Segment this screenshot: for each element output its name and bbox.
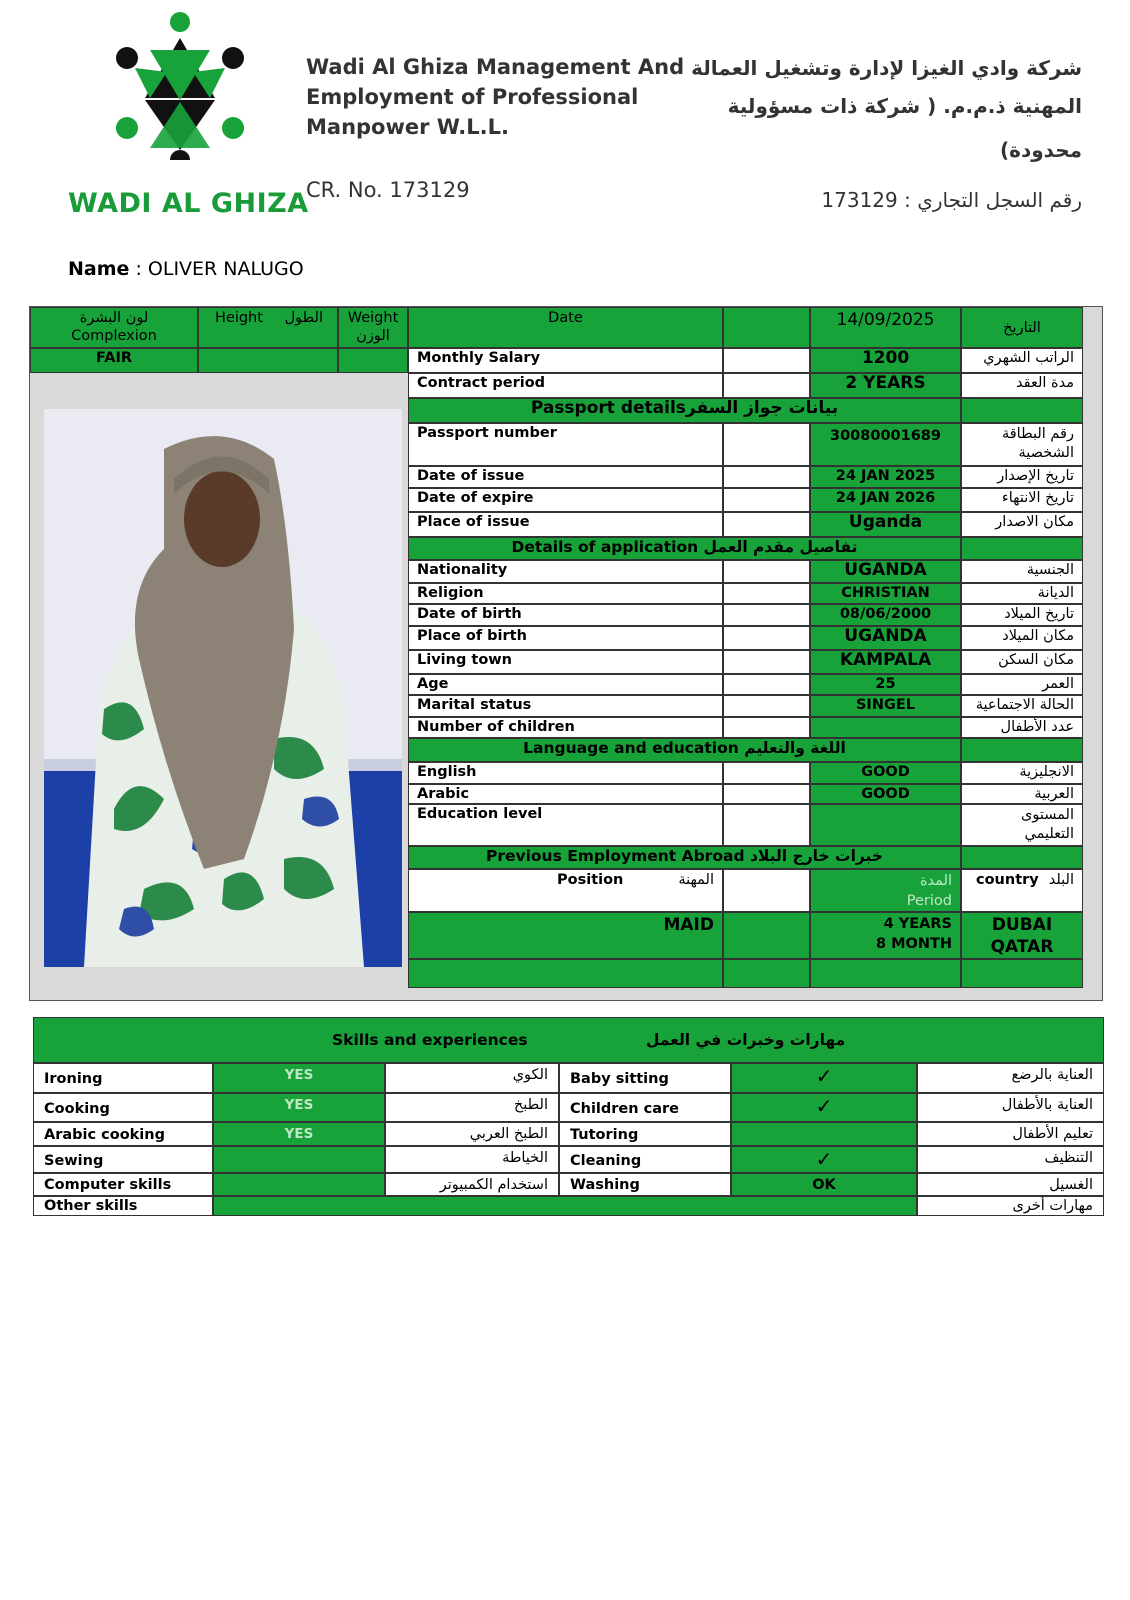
marital-status-label-ar: الحالة الاجتماعية xyxy=(961,695,1083,717)
skill-label: Washing xyxy=(559,1173,731,1196)
date-value: 14/09/2025 xyxy=(810,307,961,348)
skill-label: Sewing xyxy=(33,1146,213,1173)
issue-date-label: Date of issue xyxy=(408,466,723,488)
english-label-ar: الانجليزية xyxy=(961,762,1083,784)
skill-value: YES xyxy=(213,1122,385,1146)
skill-label-ar: استخدام الكمبيوتر xyxy=(385,1173,559,1196)
empty-row xyxy=(810,959,961,988)
check-icon: ✓ xyxy=(731,1063,917,1093)
language-section-title: Language and education اللغة والتعليم xyxy=(408,738,961,762)
skill-value xyxy=(731,1122,917,1146)
skill-value: YES xyxy=(213,1063,385,1093)
children-value xyxy=(810,717,961,738)
english-value: GOOD xyxy=(810,762,961,784)
height-value xyxy=(198,348,338,373)
issue-place-spacer xyxy=(723,512,810,537)
nationality-label: Nationality xyxy=(408,560,723,583)
skill-label: Ironing xyxy=(33,1063,213,1093)
height-header: Height الطول xyxy=(198,307,338,348)
row-spacer xyxy=(723,869,810,912)
passport-number-value: 30080001689 xyxy=(810,423,961,466)
salary-label-ar: الراتب الشهري xyxy=(961,348,1083,373)
passport-number-label-ar: رقم البطاقة الشخصية xyxy=(961,423,1083,466)
english-label: English xyxy=(408,762,723,784)
expire-date-spacer xyxy=(723,488,810,512)
applicant-photo xyxy=(44,409,402,967)
name-label: Name xyxy=(68,258,130,280)
skill-label: Arabic cooking xyxy=(33,1122,213,1146)
expire-date-label: Date of expire xyxy=(408,488,723,512)
company-name-ar-line-1: شركة وادي الغيزا لإدارة وتشغيل العمالة xyxy=(691,56,1082,80)
empty-row xyxy=(408,959,723,988)
issue-place-label-ar: مكان الاصدار xyxy=(961,512,1083,537)
date-label-ar: التاريخ xyxy=(961,307,1083,348)
arabic-label: Arabic xyxy=(408,784,723,804)
company-name-ar-line-3: محدودة) xyxy=(1000,138,1082,162)
skill-label: Children care xyxy=(559,1093,731,1122)
contract-label: Contract period xyxy=(408,373,723,398)
weight-value xyxy=(338,348,408,373)
date-spacer xyxy=(723,307,810,348)
skill-label-ar: الطبخ العربي xyxy=(385,1122,559,1146)
applicant-name-row xyxy=(68,258,304,280)
birth-date-label-ar: تاريخ الميلاد xyxy=(961,604,1083,626)
name-separator: : xyxy=(129,258,148,280)
education-label: Education level xyxy=(408,804,723,846)
check-icon: ✓ xyxy=(731,1146,917,1173)
expire-date-label-ar: تاريخ الانتهاء xyxy=(961,488,1083,512)
age-value: 25 xyxy=(810,674,961,695)
issue-date-label-ar: تاريخ الإصدار xyxy=(961,466,1083,488)
company-name-en-line-1: Wadi Al Ghiza Management And xyxy=(306,55,685,79)
skills-table xyxy=(33,1017,1104,1216)
period-value: 4 YEARS 8 MONTH xyxy=(810,912,961,959)
employment-section-title: Previous Employment Abroad خبرات خارج البلاد xyxy=(408,846,961,869)
children-label: Number of children xyxy=(408,717,723,738)
passport-section-spacer xyxy=(961,398,1083,423)
education-value xyxy=(810,804,961,846)
cr-number-ar: رقم السجل التجاري : 173129 xyxy=(821,188,1082,212)
passport-number-label: Passport number xyxy=(408,423,723,466)
skill-label: Computer skills xyxy=(33,1173,213,1196)
skill-value xyxy=(213,1173,385,1196)
cr-number: CR. No. 173129 xyxy=(306,178,470,202)
birth-place-label: Place of birth xyxy=(408,626,723,650)
company-name-ar-line-2: المهنية ذ.م.م. ( شركة ذات مسؤولية xyxy=(727,94,1082,118)
complexion-value: FAIR xyxy=(30,348,198,373)
company-logo-icon xyxy=(105,10,255,160)
contract-label-ar: مدة العقد xyxy=(961,373,1083,398)
expire-date-value: 24 JAN 2026 xyxy=(810,488,961,512)
skill-label: Tutoring xyxy=(559,1122,731,1146)
nationality-value: UGANDA xyxy=(810,560,961,583)
skill-value: OK xyxy=(731,1173,917,1196)
row-spacer xyxy=(723,695,810,717)
row-spacer xyxy=(723,784,810,804)
religion-value: CHRISTIAN xyxy=(810,583,961,604)
row-spacer xyxy=(723,762,810,784)
living-town-label-ar: مكان السكن xyxy=(961,650,1083,674)
skill-value: YES xyxy=(213,1093,385,1122)
application-section-spacer xyxy=(961,537,1083,560)
country-header: country البلد xyxy=(961,869,1083,912)
religion-label: Religion xyxy=(408,583,723,604)
row-spacer xyxy=(723,674,810,695)
salary-value: 1200 xyxy=(810,348,961,373)
marital-status-label: Marital status xyxy=(408,695,723,717)
education-label-ar: المستوى التعليمي xyxy=(961,804,1083,846)
salary-label: Monthly Salary xyxy=(408,348,723,373)
row-spacer xyxy=(723,650,810,674)
employment-section-spacer xyxy=(961,846,1083,869)
age-label: Age xyxy=(408,674,723,695)
marital-status-value: SINGEL xyxy=(810,695,961,717)
arabic-value: GOOD xyxy=(810,784,961,804)
age-label-ar: العمر xyxy=(961,674,1083,695)
skill-label-ar: التنظيف xyxy=(917,1146,1104,1173)
children-label-ar: عدد الأطفال xyxy=(961,717,1083,738)
skill-label-ar: الغسيل xyxy=(917,1173,1104,1196)
contract-value: 2 YEARS xyxy=(810,373,961,398)
birth-place-label-ar: مكان الميلاد xyxy=(961,626,1083,650)
company-name-en-line-3: Manpower W.L.L. xyxy=(306,115,509,139)
living-town-label: Living town xyxy=(408,650,723,674)
application-section-title: Details of application تفاصيل مقدم العمل xyxy=(408,537,961,560)
birth-date-value: 08/06/2000 xyxy=(810,604,961,626)
religion-label-ar: الديانة xyxy=(961,583,1083,604)
skill-label: Cooking xyxy=(33,1093,213,1122)
period-header: المدة Period xyxy=(810,869,961,912)
language-section-spacer xyxy=(961,738,1083,762)
issue-place-label: Place of issue xyxy=(408,512,723,537)
check-icon: ✓ xyxy=(731,1093,917,1122)
logo-wordmark: WADI AL GHIZA xyxy=(68,188,309,219)
skill-label-ar: تعليم الأطفال xyxy=(917,1122,1104,1146)
arabic-label-ar: العربية xyxy=(961,784,1083,804)
skill-label-ar: الطبخ xyxy=(385,1093,559,1122)
salary-spacer xyxy=(723,348,810,373)
contract-spacer xyxy=(723,373,810,398)
skill-label-ar: العناية بالرضع xyxy=(917,1063,1104,1093)
living-town-value: KAMPALA xyxy=(810,650,961,674)
row-spacer xyxy=(723,912,810,959)
empty-row xyxy=(723,959,810,988)
applicant-details-table xyxy=(29,306,1103,1001)
skill-label-ar: الخياطة xyxy=(385,1146,559,1173)
weight-header: Weight الوزن xyxy=(338,307,408,348)
date-label: Date xyxy=(408,307,723,348)
other-skills-label-ar: مهارات أخرى xyxy=(917,1196,1104,1216)
company-name-en-line-2: Employment of Professional xyxy=(306,85,639,109)
other-skills-value xyxy=(213,1196,917,1216)
passport-number-spacer xyxy=(723,423,810,466)
skill-label-ar: الكوي xyxy=(385,1063,559,1093)
birth-place-value: UGANDA xyxy=(810,626,961,650)
name-value: OLIVER NALUGO xyxy=(147,258,304,280)
row-spacer xyxy=(723,717,810,738)
row-spacer xyxy=(723,626,810,650)
passport-section-title: Passport detailsبيانات جواز السفر xyxy=(408,398,961,423)
skill-label-ar: العناية بالأطفال xyxy=(917,1093,1104,1122)
issue-date-value: 24 JAN 2025 xyxy=(810,466,961,488)
skill-value xyxy=(213,1146,385,1173)
empty-row xyxy=(961,959,1083,988)
position-value: MAID xyxy=(408,912,723,959)
other-skills-label: Other skills xyxy=(33,1196,213,1216)
skill-label: Baby sitting xyxy=(559,1063,731,1093)
issue-place-value: Uganda xyxy=(810,512,961,537)
skill-label: Cleaning xyxy=(559,1146,731,1173)
birth-date-label: Date of birth xyxy=(408,604,723,626)
row-spacer xyxy=(723,560,810,583)
nationality-label-ar: الجنسية xyxy=(961,560,1083,583)
issue-date-spacer xyxy=(723,466,810,488)
row-spacer xyxy=(723,583,810,604)
skills-title-row: Skills and experiences مهارات وخبرات في العمل xyxy=(33,1017,1104,1063)
position-header: Position المهنة xyxy=(408,869,723,912)
row-spacer xyxy=(723,604,810,626)
complexion-header: لون البشرة Complexion xyxy=(30,307,198,348)
country-value: DUBAI QATAR xyxy=(961,912,1083,959)
row-spacer xyxy=(723,804,810,846)
